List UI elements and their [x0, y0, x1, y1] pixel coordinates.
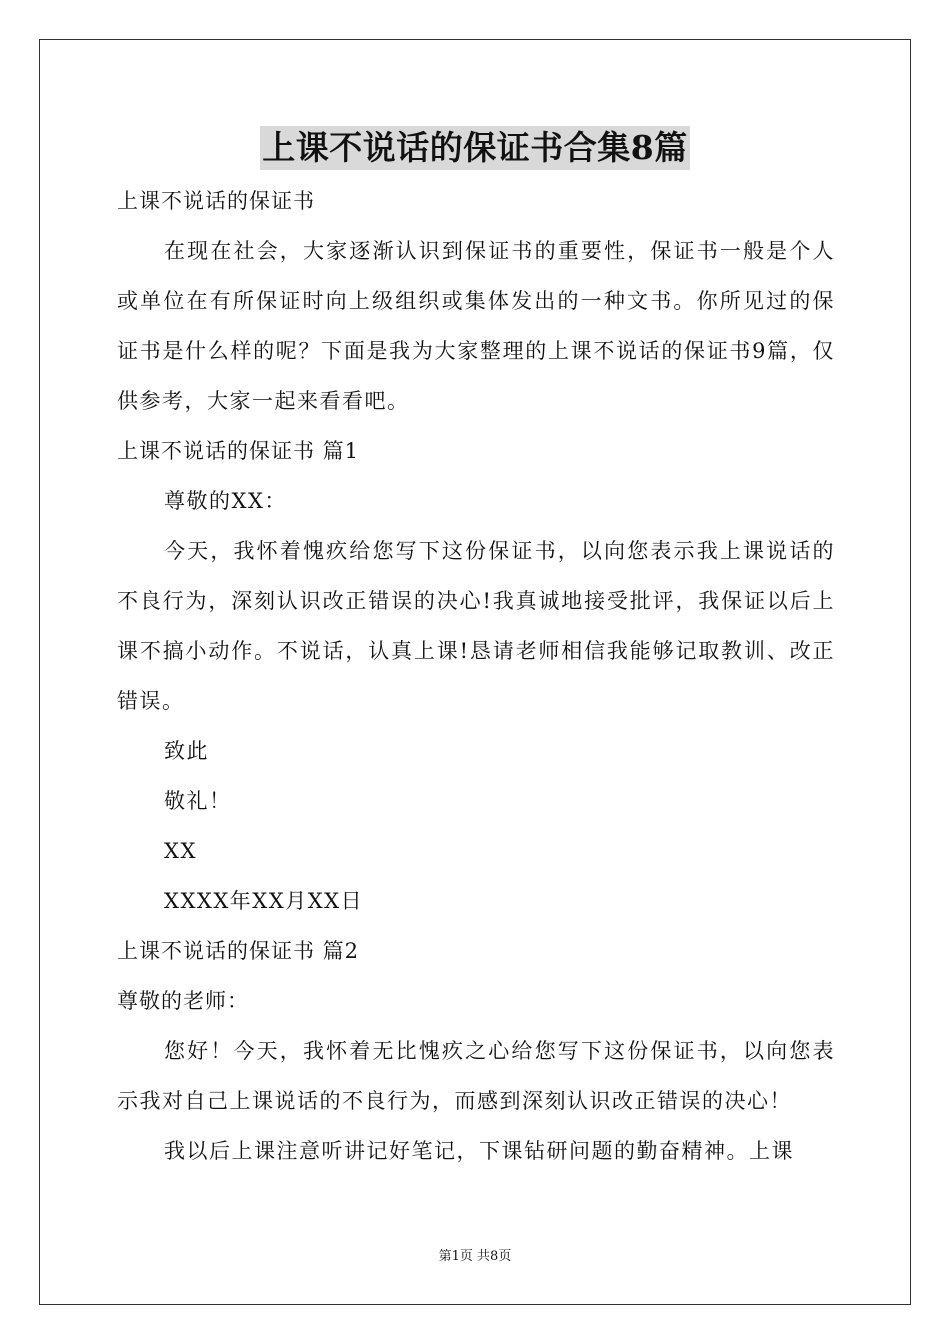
salutation-2: 尊敬的老师： — [117, 989, 249, 1013]
closing-line: 致此 — [164, 739, 209, 763]
paragraph-body-2: 您好！今天，我怀着无比愧疚之心给您写下这份保证书，以向您表示我对自己上课说话的不良行为，而感到深刻认识改正错误的决心！ — [117, 1039, 835, 1113]
paragraph-body-3: 我以后上课注意听讲记好笔记，下课钻研问题的勤奋精神。上课 — [164, 1139, 794, 1163]
paragraph-intro-heading: 上课不说话的保证书 — [117, 189, 315, 213]
date-line: XXXX年XX月XX日 — [164, 889, 364, 913]
closing-salute: 敬礼！ — [164, 789, 232, 813]
document-title: 上课不说话的保证书合集8篇 — [260, 126, 689, 170]
signature: XX — [164, 839, 197, 863]
section-heading-1: 上课不说话的保证书 篇1 — [117, 439, 360, 463]
paragraph-intro: 在现在社会，大家逐渐认识到保证书的重要性，保证书一般是个人或单位在有所保证时向上级组织或集体发出的一种文书。你所见过的保证书是什么样的呢？下面是我为大家整理的上课不说话的保证书9篇，仅供参考，大家一起来看看吧。 — [117, 239, 835, 413]
title-container — [0, 126, 950, 170]
paragraph-body: 今天，我怀着愧疚给您写下这份保证书，以向您表示我上课说话的不良行为，深刻认识改正错误的决心!我真诚地接受批评，我保证以后上课不搞小动作。不说话，认真上课!恳请老师相信我能够记取教训、改正错误。 — [117, 539, 835, 713]
section-heading-2: 上课不说话的保证书 篇2 — [117, 939, 360, 963]
document-body — [117, 176, 835, 1176]
page-footer: 第1页 共8页 — [438, 1249, 512, 1264]
salutation: 尊敬的XX： — [164, 489, 287, 513]
